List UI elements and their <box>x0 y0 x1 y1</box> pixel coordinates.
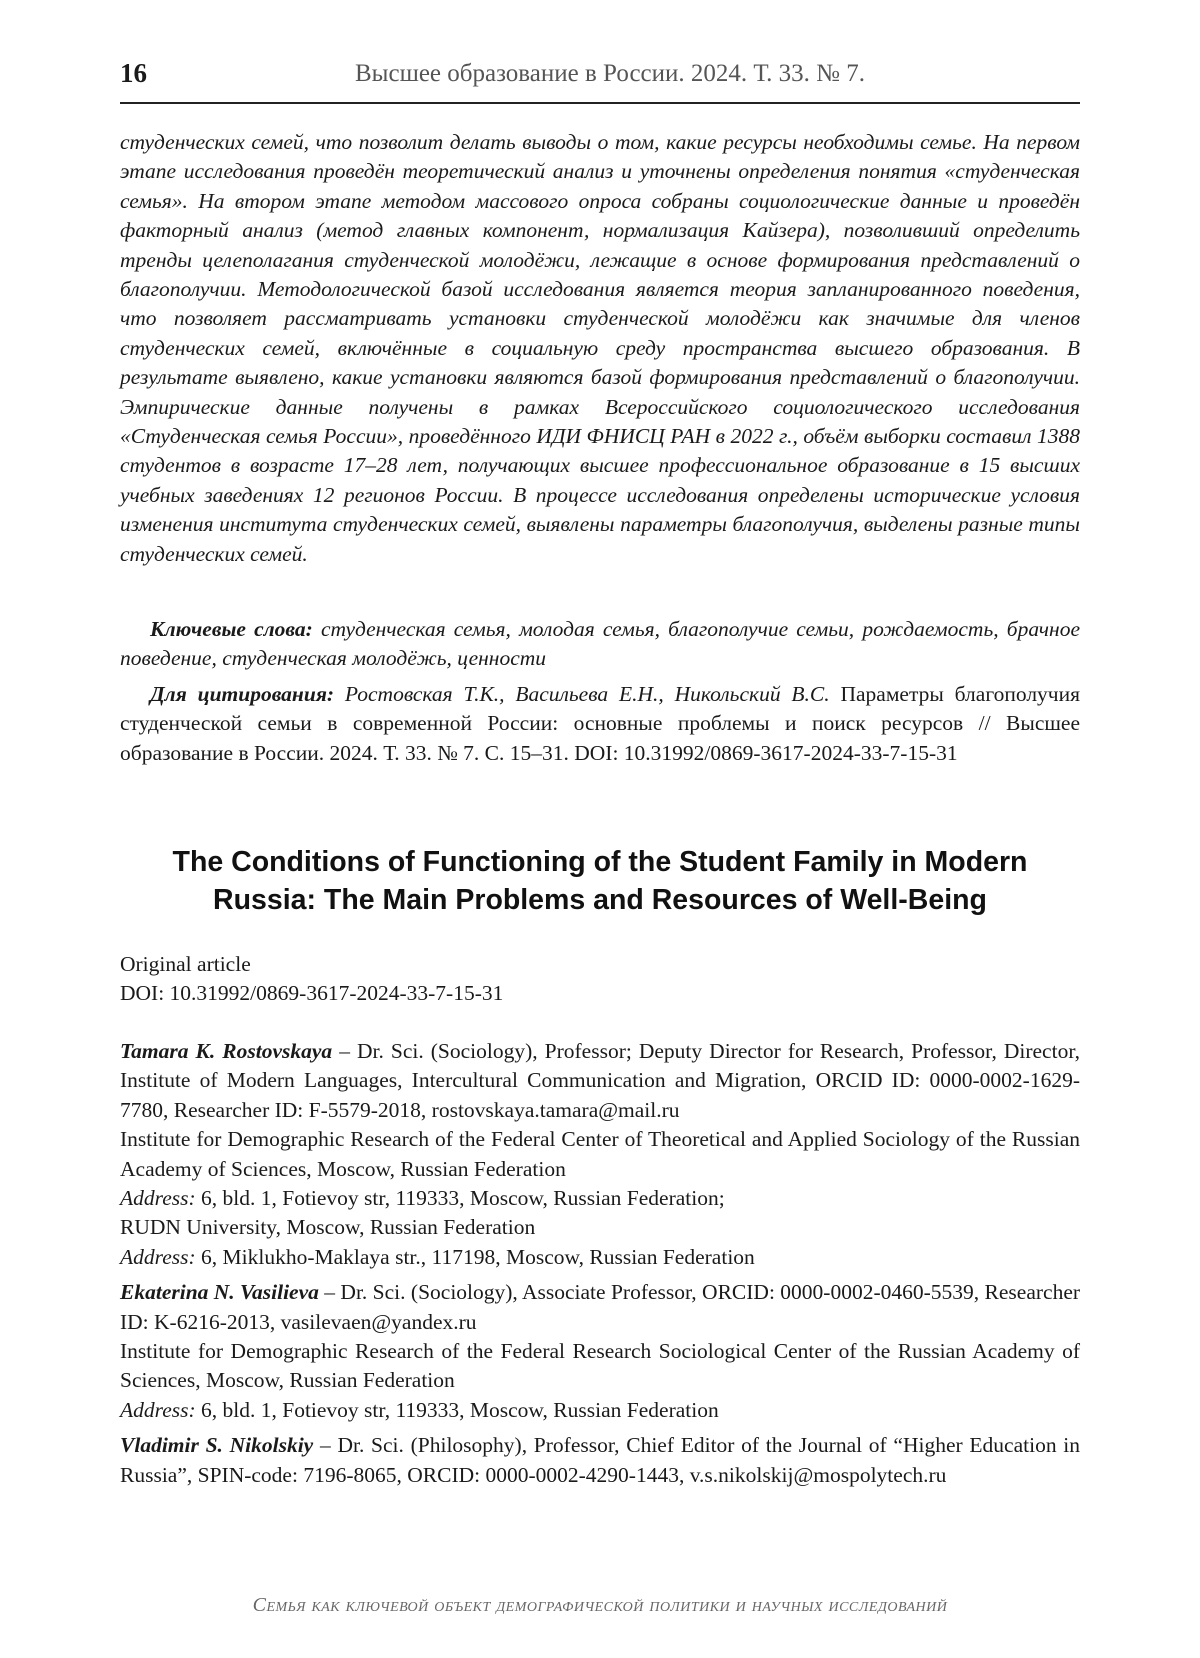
article-type: Original article <box>120 952 251 976</box>
author-affiliation: RUDN University, Moscow, Russian Federation <box>120 1215 536 1240</box>
author-name: Vladimir S. Nikolskiy <box>120 1433 314 1458</box>
author-info <box>120 1431 1080 1490</box>
page-number: 16 <box>120 58 147 88</box>
keywords-text: студенческая семья, молодая семья, благополучие семьи, рождаемость, брачное поведение, студенческая молодёжь, ценности <box>120 617 1081 671</box>
keywords-label: Ключевые слова: <box>150 617 313 641</box>
citation-authors: Ростовская Т.К., Васильева Е.Н., Никольский В.С. <box>344 682 830 706</box>
title-line-1: The Conditions of Functioning of the Student Family in Modern <box>172 846 1028 878</box>
article-doi: DOI: 10.31992/0869-3617-2024-33-7-15-31 <box>120 981 504 1006</box>
citation-label: Для цитирования: <box>150 682 335 706</box>
address-text: 6, Miklukho-Maklaya str., 117198, Moscow, Russian Federation <box>201 1244 755 1269</box>
author-block <box>120 1278 1080 1425</box>
journal-title: Высшее образование в России. 2024. Т. 33. № 7. <box>355 60 866 87</box>
author-affiliation: Institute for Demographic Research of the Federal Research Sociological Center of the Russian Academy of Sciences, Moscow, Russian Federation <box>120 1339 1080 1393</box>
address-label: Address: <box>120 1186 196 1211</box>
author-details: – Dr. Sci. (Sociology), Professor; Deputy Director for Research, Professor, Director, Institute of Modern Languages, Intercultural Communication and Migration, ORCID ID: 0000-0002-1629-7780, Researcher ID: F-5579-2018, rostovskaya.tamara@mail.ru <box>120 1039 1081 1122</box>
running-footer: Семья как ключевой объект демографической политики и научных исследований <box>252 1594 948 1616</box>
article-title <box>120 843 1080 919</box>
author-block <box>120 1431 1080 1490</box>
citation <box>120 680 1080 768</box>
author-address <box>120 1184 1080 1213</box>
author-address <box>120 1396 1080 1425</box>
author-address <box>120 1243 1080 1272</box>
keywords <box>120 615 1080 674</box>
author-info <box>120 1278 1080 1337</box>
author-details: – Dr. Sci. (Philosophy), Professor, Chief Editor of the Journal of “Higher Education in Russia”, SPIN-code: 7196-8065, ORCID: 0000-0002-4290-1443, v.s.nikolskij@mospolytech.ru <box>120 1433 1081 1487</box>
address-label: Address: <box>120 1397 196 1422</box>
article-meta <box>120 950 1080 1009</box>
address-label: Address: <box>120 1244 196 1269</box>
address-text: 6, bld. 1, Fotievoy str, 119333, Moscow, Russian Federation; <box>201 1186 725 1211</box>
author-info <box>120 1037 1080 1125</box>
author-name: Ekaterina N. Vasilieva <box>120 1280 319 1305</box>
authors-section <box>120 1037 1080 1496</box>
address-text: 6, bld. 1, Fotievoy str, 119333, Moscow, Russian Federation <box>201 1397 719 1422</box>
author-block <box>120 1037 1080 1272</box>
title-line-2: Russia: The Main Problems and Resources of Well-Being <box>213 884 987 916</box>
abstract-text: студенческих семей, что позволит делать выводы о том, какие ресурсы необходимы семье. На первом этапе исследования проведён теоретический анализ и уточнены определения понятия «студенческая семья». На втором этапе методом массового опроса собраны социологические данные и проведён факторный анализ (метод главных компонент, нормализация Кайзера), позволивший определить тренды целеполагания студенческой молодёжи, лежащие в основе формирования представлений о благополучии. Методологической базой исследования является теория запланированного поведения, что позволяет рассматривать установки студенческой молодёжи как значимые для членов студенческих семей, включённые в социальную среду пространства высшего образования. В результате выявлено, какие установки являются базой формирования представлений о благополучии. Эмпирические данные получены в рамках Всероссийского социологического исследования «Студенческая семья России», проведённого ИДИ ФНИСЦ РАН в 2022 г., объём выборки составил 1388 студентов в возрасте 17–28 лет, получающих высшее профессиональное образование в 15 высших учебных заведениях 12 регионов России. В процессе исследования определены исторические условия изменения института студенческих семей, выявлены параметры благополучия, выделены разные типы студенческих семей. <box>120 130 1080 566</box>
page-header <box>120 58 1080 104</box>
author-affiliation: Institute for Demographic Research of the Federal Center of Theoretical and Applied Sociology of the Russian Academy of Sciences, Moscow, Russian Federation <box>120 1127 1080 1181</box>
citation-text: Параметры благополучия студенческой семьи в современной России: основные проблемы и поиск ресурсов // Высшее образование в России. 2024. Т. 33. № 7. С. 15–31. DOI: 10.31992/0869-3617-2024-33-7-15-31 <box>120 682 1081 765</box>
author-name: Tamara K. Rostovskaya <box>120 1039 333 1063</box>
abstract <box>120 128 1080 569</box>
author-details: – Dr. Sci. (Sociology), Associate Professor, ORCID: 0000-0002-0460-5539, Researcher ID: K-6216-2013, vasilevaen@yandex.ru <box>120 1280 1081 1334</box>
